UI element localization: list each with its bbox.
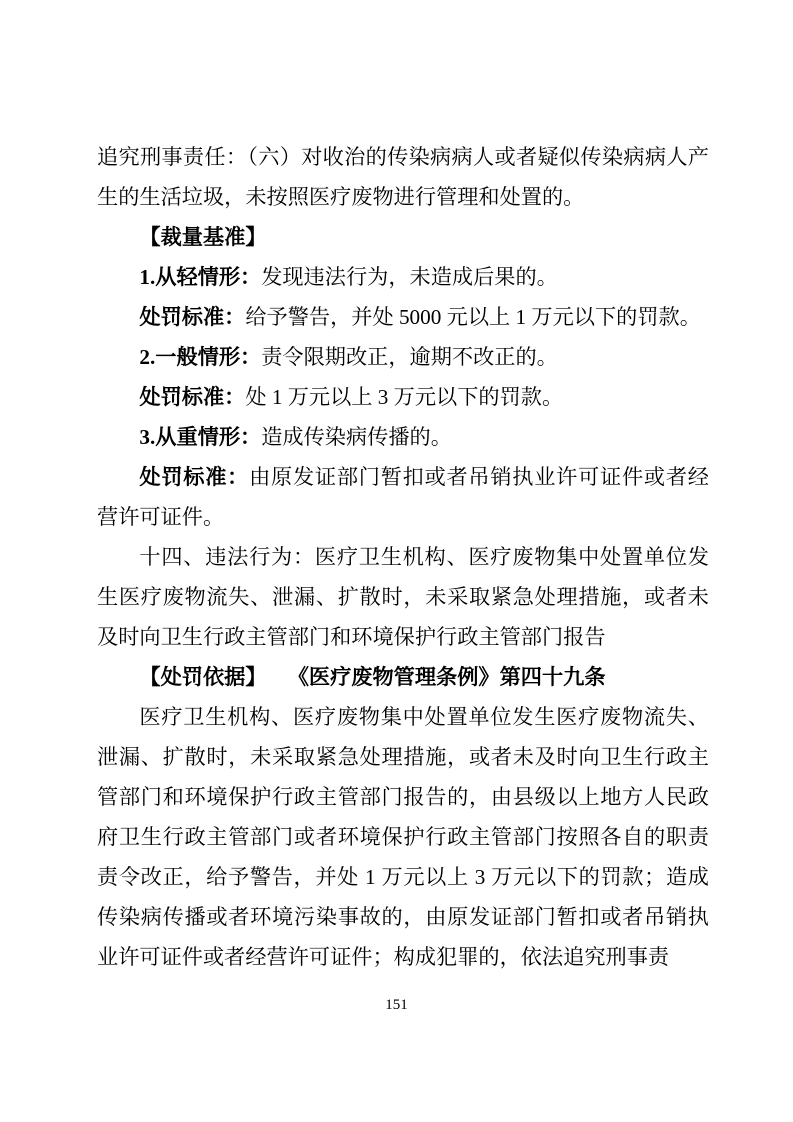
paragraph: [97, 657, 709, 697]
text-run: 十四、违法行为：医疗卫生机构、医疗废物集中处置单位发生医疗废物流失、泄漏、扩散时，未采取紧急处理措施，或者未及时向卫生行政主管部门和环境保护行政主管部门报告: [97, 545, 709, 649]
paragraph: [97, 377, 709, 417]
emphasis-run: 1.从轻情形：: [139, 265, 262, 289]
paragraph: [97, 217, 709, 257]
document-body: [97, 137, 709, 977]
emphasis-run: 处罚标准：: [139, 385, 246, 409]
page-number: 151: [385, 997, 408, 1013]
paragraph: [97, 457, 709, 537]
paragraph: [97, 697, 709, 977]
paragraph: [97, 137, 709, 217]
paragraph: [97, 297, 709, 337]
paragraph: [97, 337, 709, 377]
paragraph: [97, 537, 709, 657]
paragraph: [97, 417, 709, 457]
emphasis-run: 2.一般情形：: [139, 345, 262, 369]
emphasis-run: 【处罚依据】 《医疗废物管理条例》第四十九条: [139, 665, 606, 689]
paragraph: [97, 257, 709, 297]
text-run: 医疗卫生机构、医疗废物集中处置单位发生医疗废物流失、泄漏、扩散时，未采取紧急处理措施，或者未及时向卫生行政主管部门和环境保护行政主管部门报告的，由县级以上地方人民政府卫生行政主管部门或者环境保护行政主管部门按照各自的职责责令改正，给予警告，并处 1 万元以上 3 万元以下的罚款；造成传染病传播或者环境污染事故的，由原发证部门暂扣或者吊销执业许可证件或者经营许可证件；构成犯罪的，依法追究刑事责: [97, 705, 709, 969]
text-run: 责令限期改正，逾期不改正的。: [261, 345, 558, 369]
emphasis-run: 处罚标准：: [139, 305, 246, 329]
emphasis-run: 处罚标准：: [139, 465, 250, 489]
text-run: 追究刑事责任：（六）对收治的传染病病人或者疑似传染病病人产生的生活垃圾，未按照医疗废物进行管理和处置的。: [97, 145, 709, 209]
emphasis-run: 3.从重情形：: [139, 425, 262, 449]
text-run: 给予警告，并处 5000 元以上 1 万元以下的罚款。: [245, 305, 701, 329]
emphasis-run: 【裁量基准】: [139, 225, 267, 249]
text-run: 处 1 万元以上 3 万元以下的罚款。: [245, 385, 564, 409]
text-run: 发现违法行为，未造成后果的。: [261, 265, 558, 289]
text-run: 由原发证部门暂扣或者吊销执业许可证件或者经营许可证件。: [97, 465, 709, 529]
text-run: 造成传染病传播的。: [261, 425, 452, 449]
